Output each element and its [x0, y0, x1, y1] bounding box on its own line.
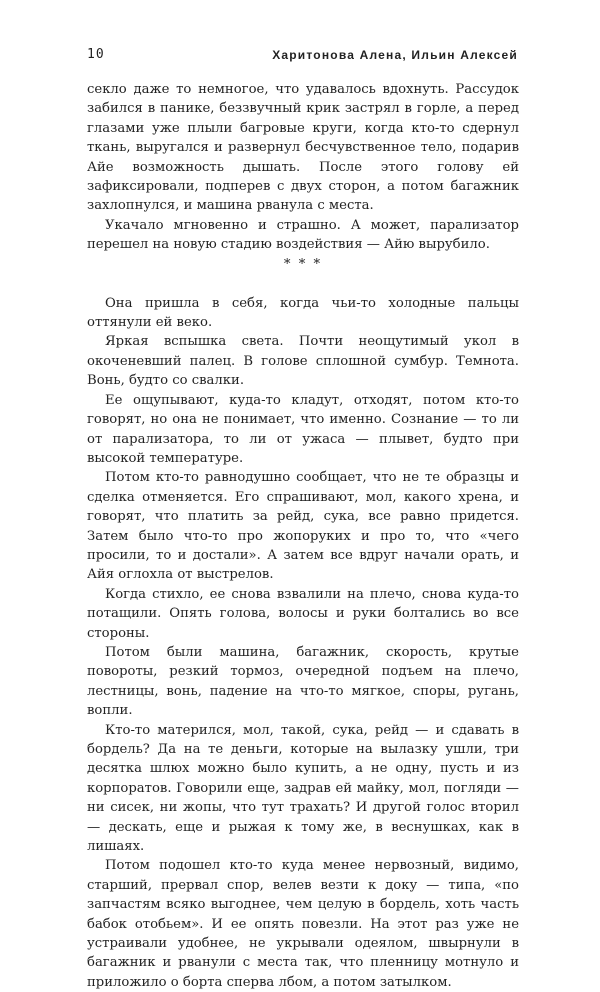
paragraph: Потом кто-то равнодушно сообщает, что не те образцы и сделка отменяется. Его спрашивают, мол, какого хрена, и говорят, что платить за рейд, сука, все равно придется. Затем было что-то про жопоруких и про то, что «чего просили, то и достали». А затем все вдруг начали орать, и Айя оглохла от выстрелов.	[87, 470, 519, 583]
paragraph: Укачало мгновенно и страшно. А может, парализатор перешел на новую стадию воздействия — Айю вырубило.	[87, 217, 519, 253]
page-number: 10	[87, 47, 105, 62]
paragraph: Когда стихло, ее снова взвалили на плечо, снова куда-то потащили. Опять голова, волосы и руки болтались во все стороны.	[87, 586, 519, 641]
paragraph: Она пришла в себя, когда чьи-то холодные пальцы оттянули ей веко.	[87, 295, 519, 331]
body-text	[87, 80, 519, 992]
paragraph: секло даже то немногое, что удавалось вдохнуть. Рассудок забился в панике, беззвучный крик застрял в горле, а перед глазами уже плыли багровые круги, когда кто-то сдернул ткань, выругался и развернул бесчувственное тело, подарив Айе возможность дышать. После этого голову ей зафиксировали, подперев с двух сторон, а потом багажник захлопнулся, и машина рванула с места.	[87, 82, 519, 214]
section-separator: * * *	[283, 256, 323, 272]
paragraph: Потом подошел кто-то куда менее нервозный, видимо, старший, прервал спор, велев везти к доку — типа, «по запчастям всяко выгоднее, чем целую в бордель, хоть часть бабок отобьем». И ее опять повезли. На этот раз уже не устраивали удобнее, не укрывали одеялом, швырнули в багажник и рванули с места так, что пленницу мотнуло и приложило о борта сперва лбом, а потом затылком.	[87, 858, 519, 990]
paragraph: Яркая вспышка света. Почти неощутимый укол в окоченевший палец. В голове сплошной сумбур. Темнота. Вонь, будто со свалки.	[87, 334, 519, 389]
running-head: Харитонова Алена, Ильин Алексей	[272, 48, 518, 62]
paragraph: Кто-то матерился, мол, такой, сука, рейд — и сдавать в бордель? Да на те деньги, которые на вылазку ушли, три десятка шлюх можно было купить, а не одну, пусть и из корпоратов. Говорили еще, задрав ей майку, мол, погляди — ни сисек, ни жопы, что тут трахать? И другой голос вторил — дескать, еще и рыжая к тому же, в веснушках, как в лишаях.	[87, 722, 519, 855]
page-header	[87, 47, 518, 65]
paragraph: Ее ощупывают, куда-то кладут, отходят, потом кто-то говорят, но она не понимает, что именно. Сознание — то ли от парализатора, то ли от ужаса — плывет, будто при высокой температуре.	[87, 392, 519, 466]
paragraph: Потом были машина, багажник, скорость, крутые повороты, резкий тормоз, очередной подъем на плечо, лестницы, вонь, падение на что-то мягкое, споры, ругань, вопли.	[87, 644, 519, 719]
